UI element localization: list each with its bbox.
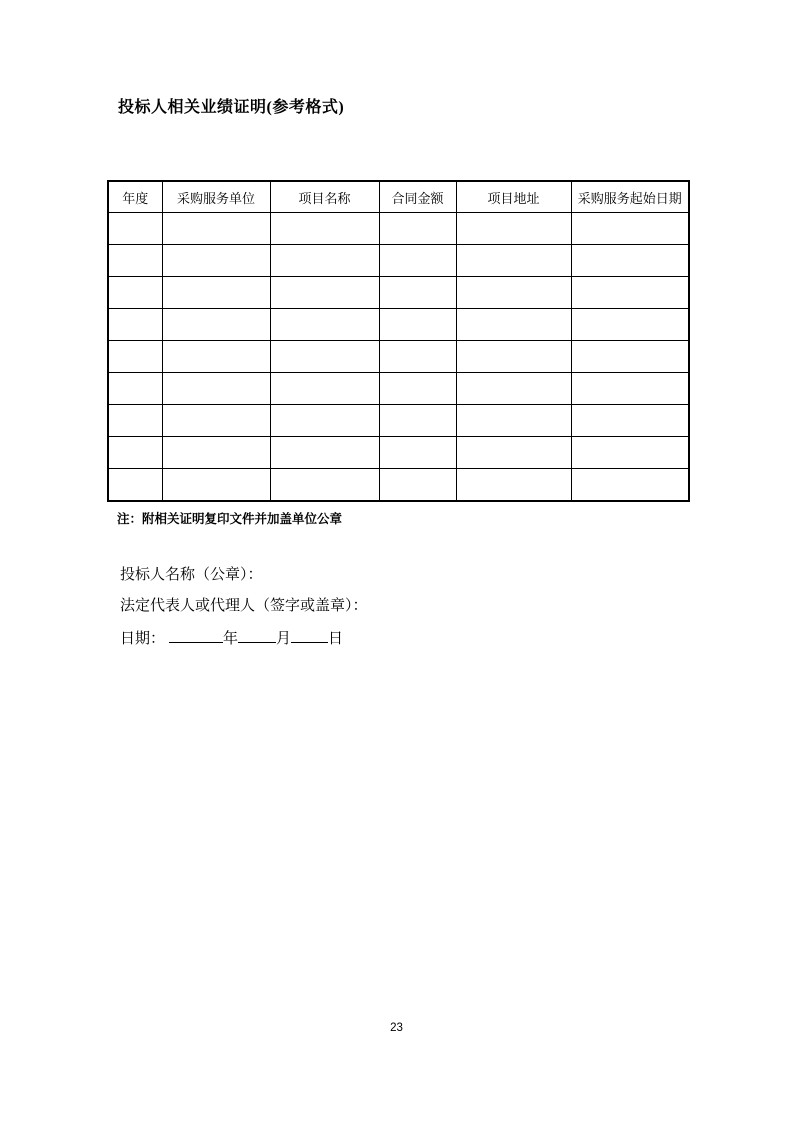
date-year-blank	[169, 629, 223, 643]
table-header-cell: 项目地址	[456, 181, 571, 213]
table-row	[108, 213, 689, 245]
table-cell	[108, 373, 162, 405]
table-cell	[571, 405, 689, 437]
signature-block	[120, 567, 368, 662]
table-cell	[571, 437, 689, 469]
table-cell	[270, 469, 379, 502]
table-header-cell: 合同金额	[379, 181, 456, 213]
table-cell	[456, 245, 571, 277]
table-cell	[108, 341, 162, 373]
table-cell	[456, 405, 571, 437]
table-cell	[456, 373, 571, 405]
table-cell	[571, 277, 689, 309]
table-cell	[571, 373, 689, 405]
table-header-cell: 采购服务起始日期	[571, 181, 689, 213]
table-cell	[456, 341, 571, 373]
table-cell	[108, 405, 162, 437]
table-cell	[270, 437, 379, 469]
table-cell	[162, 405, 270, 437]
date-day-label: 日	[328, 631, 344, 647]
date-month-label: 月	[276, 631, 292, 647]
table-cell	[379, 469, 456, 502]
table-cell	[456, 309, 571, 341]
performance-table	[107, 180, 690, 502]
table-cell	[379, 213, 456, 245]
table-cell	[379, 373, 456, 405]
date-year-label: 年	[223, 631, 239, 647]
table-cell	[270, 213, 379, 245]
table-cell	[108, 277, 162, 309]
table-cell	[108, 213, 162, 245]
table-cell	[162, 469, 270, 502]
table-cell	[456, 277, 571, 309]
table-cell	[456, 469, 571, 502]
table-row	[108, 277, 689, 309]
table-cell	[108, 437, 162, 469]
table-note: 注：附相关证明复印文件并加盖单位公章	[117, 512, 343, 526]
table-header-cell: 采购服务单位	[162, 181, 270, 213]
table-cell	[571, 245, 689, 277]
table-cell	[162, 437, 270, 469]
table-header-row	[108, 181, 689, 213]
table-cell	[162, 213, 270, 245]
table-cell	[379, 277, 456, 309]
date-month-blank	[238, 629, 276, 643]
table-cell	[571, 309, 689, 341]
page-title: 投标人相关业绩证明(参考格式)	[118, 99, 345, 116]
table-cell	[270, 245, 379, 277]
legal-representative-label: 法定代表人或代理人（签字或盖章）：	[120, 598, 368, 614]
table-cell	[270, 405, 379, 437]
table-cell	[456, 437, 571, 469]
table-cell	[162, 245, 270, 277]
table-cell	[571, 213, 689, 245]
table-cell	[108, 245, 162, 277]
table-row	[108, 437, 689, 469]
table-row	[108, 245, 689, 277]
date-day-blank	[291, 629, 328, 643]
table-cell	[379, 437, 456, 469]
bidder-name-label: 投标人名称（公章）：	[120, 567, 263, 583]
table-cell	[108, 469, 162, 502]
table-header-cell: 项目名称	[270, 181, 379, 213]
table-cell	[270, 309, 379, 341]
table-cell	[571, 469, 689, 502]
date-prefix-label: 日期：	[120, 631, 166, 647]
table-cell	[379, 309, 456, 341]
table-cell	[379, 341, 456, 373]
table-cell	[162, 309, 270, 341]
table-cell	[456, 213, 571, 245]
table-cell	[571, 341, 689, 373]
table-cell	[270, 341, 379, 373]
date-line	[120, 629, 368, 647]
table-cell	[108, 309, 162, 341]
table-header-cell: 年度	[108, 181, 162, 213]
table-row	[108, 469, 689, 502]
table-row	[108, 309, 689, 341]
table-cell	[162, 373, 270, 405]
table-cell	[162, 341, 270, 373]
table-row	[108, 405, 689, 437]
table-row	[108, 373, 689, 405]
table-cell	[379, 245, 456, 277]
page-number: 23	[390, 1022, 403, 1034]
table-row	[108, 341, 689, 373]
table-cell	[270, 373, 379, 405]
table-cell	[379, 405, 456, 437]
table-cell	[162, 277, 270, 309]
table-cell	[270, 277, 379, 309]
